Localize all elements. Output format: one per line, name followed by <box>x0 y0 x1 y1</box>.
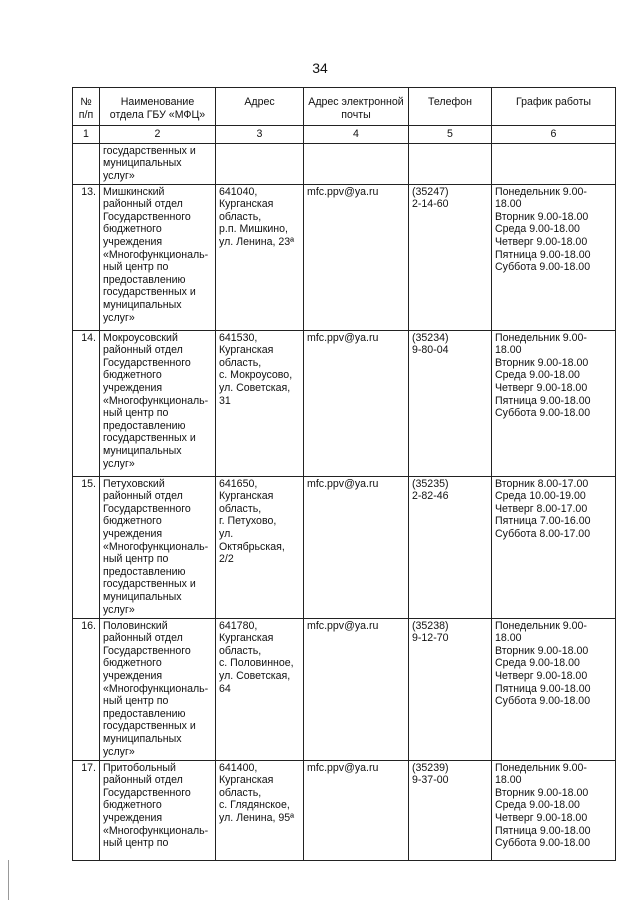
phone-cell <box>409 760 492 860</box>
cell-line: учреждения <box>103 811 163 824</box>
cell-line: с. Половинное, <box>219 657 294 670</box>
cell-line: ный центр по <box>103 261 169 274</box>
page-number: 34 <box>312 60 328 76</box>
cell-line: г. Петухово, <box>219 515 277 528</box>
cell-line: 641780, <box>219 619 258 632</box>
row-number-cell: 14. <box>73 330 100 476</box>
office-name-cell <box>100 330 216 476</box>
cell-line: Петуховский <box>103 477 165 490</box>
email-cell <box>304 143 409 184</box>
column-number: 3 <box>216 126 304 144</box>
cell-line: предоставлению <box>103 419 186 432</box>
cell-line: Среда 9.00-18.00 <box>495 799 580 812</box>
header-number: № п/п <box>73 88 100 126</box>
cell-line: предоставлению <box>103 565 186 578</box>
continuation-row <box>73 143 616 184</box>
office-name-cell <box>100 143 216 184</box>
cell-line: 2-14-60 <box>412 198 449 211</box>
cell-line: Пятница 9.00-18.00 <box>495 248 591 261</box>
cell-line: Государственного <box>103 786 191 799</box>
cell-line: районный отдел <box>103 632 183 645</box>
address-cell <box>216 760 304 860</box>
office-name-cell <box>100 476 216 618</box>
mfc-offices-table <box>72 87 616 861</box>
cell-line: Вторник 9.00-18.00 <box>495 356 589 369</box>
cell-line: услуг» <box>103 457 135 470</box>
column-number-row <box>73 126 616 144</box>
cell-line: 2-82-46 <box>412 490 449 503</box>
cell-line: Четверг 9.00-18.00 <box>495 235 588 248</box>
cell-line: бюджетного <box>103 515 162 528</box>
phone-cell <box>409 184 492 330</box>
cell-line: Четверг 9.00-18.00 <box>495 669 588 682</box>
email-cell: mfc.ppv@ya.ru <box>304 330 409 476</box>
cell-line: 641650, <box>219 477 258 490</box>
cell-line: (35238) <box>412 619 449 632</box>
cell-line: предоставлению <box>103 273 186 286</box>
cell-line: Притобольный <box>103 761 176 774</box>
cell-line: Курганская <box>219 632 274 645</box>
cell-line: Четверг 8.00-17.00 <box>495 502 588 515</box>
cell-line: бюджетного <box>103 799 162 812</box>
cell-line: (35235) <box>412 477 449 490</box>
table-row <box>73 760 616 860</box>
cell-line: ул. Ленина, 23ª <box>219 235 295 248</box>
cell-line: Пятница 9.00-18.00 <box>495 682 591 695</box>
schedule-cell <box>492 143 616 184</box>
phone-cell <box>409 618 492 760</box>
cell-line: Вторник 8.00-17.00 <box>495 477 589 490</box>
email-cell: mfc.ppv@ya.ru <box>304 184 409 330</box>
cell-line: область, <box>219 644 262 657</box>
cell-line: (35239) <box>412 761 449 774</box>
cell-line: услуг» <box>103 745 135 758</box>
cell-line: муниципальных <box>103 590 182 603</box>
cell-line: услуг» <box>103 311 135 324</box>
address-cell <box>216 143 304 184</box>
cell-line: учреждения <box>103 235 163 248</box>
column-number: 6 <box>492 126 616 144</box>
cell-line: область, <box>219 502 262 515</box>
table-header-row <box>73 88 616 126</box>
schedule-cell <box>492 476 616 618</box>
cell-line: 64 <box>219 682 231 695</box>
cell-line: муниципальных <box>103 732 182 745</box>
cell-line: Понедельник 9.00- <box>495 185 587 198</box>
phone-cell <box>409 143 492 184</box>
office-name-cell <box>100 618 216 760</box>
cell-line: 2/2 <box>219 553 234 566</box>
cell-line: р.п. Мишкино, <box>219 223 288 236</box>
cell-line: 18.00 <box>495 774 522 787</box>
cell-line: с. Глядянское, <box>219 799 290 812</box>
address-cell <box>216 476 304 618</box>
cell-line: Вторник 9.00-18.00 <box>495 644 589 657</box>
cell-line: Мокроусовский <box>103 331 178 344</box>
schedule-cell <box>492 184 616 330</box>
cell-line: (35247) <box>412 185 449 198</box>
row-number-cell: 13. <box>73 184 100 330</box>
column-number: 1 <box>73 126 100 144</box>
cell-line: Пятница 9.00-18.00 <box>495 394 591 407</box>
cell-line: Государственного <box>103 210 191 223</box>
cell-line: учреждения <box>103 669 163 682</box>
schedule-cell <box>492 760 616 860</box>
cell-line: Среда 9.00-18.00 <box>495 657 580 670</box>
cell-line: Четверг 9.00-18.00 <box>495 811 588 824</box>
table-row <box>73 330 616 476</box>
column-number: 2 <box>100 126 216 144</box>
cell-line: 18.00 <box>495 344 522 357</box>
cell-line: Суббота 9.00-18.00 <box>495 695 591 708</box>
cell-line: Половинский <box>103 619 168 632</box>
cell-line: услуг» <box>103 169 135 182</box>
header-address: Адрес <box>216 88 304 126</box>
cell-line: ный центр по <box>103 695 169 708</box>
cell-line: районный отдел <box>103 774 183 787</box>
column-number: 5 <box>409 126 492 144</box>
cell-line: Вторник 9.00-18.00 <box>495 786 589 799</box>
cell-line: Суббота 9.00-18.00 <box>495 407 591 420</box>
cell-line: Мишкинский <box>103 185 165 198</box>
cell-line: бюджетного <box>103 369 162 382</box>
cell-line: Четверг 9.00-18.00 <box>495 381 588 394</box>
address-cell <box>216 618 304 760</box>
cell-line: Пятница 9.00-18.00 <box>495 824 591 837</box>
phone-cell <box>409 330 492 476</box>
cell-line: Пятница 7.00-16.00 <box>495 515 591 528</box>
cell-line: «Многофункциональ- <box>103 540 209 553</box>
address-cell <box>216 184 304 330</box>
cell-line: государственных и <box>103 144 196 157</box>
cell-line: ул. Советская, <box>219 669 291 682</box>
office-name-cell <box>100 760 216 860</box>
cell-line: государственных и <box>103 432 196 445</box>
cell-line: Вторник 9.00-18.00 <box>495 210 589 223</box>
cell-line: «Многофункциональ- <box>103 824 209 837</box>
cell-line: 9-12-70 <box>412 632 449 645</box>
cell-line: районный отдел <box>103 344 183 357</box>
cell-line: 18.00 <box>495 198 522 211</box>
email-cell: mfc.ppv@ya.ru <box>304 618 409 760</box>
cell-line: ул. Ленина, 95ª <box>219 811 295 824</box>
cell-line: государственных и <box>103 578 196 591</box>
cell-line: Среда 9.00-18.00 <box>495 223 580 236</box>
cell-line: Государственного <box>103 644 191 657</box>
table-row <box>73 476 616 618</box>
cell-line: 641040, <box>219 185 258 198</box>
phone-cell <box>409 476 492 618</box>
cell-line: муниципальных <box>103 157 182 170</box>
cell-line: 641400, <box>219 761 258 774</box>
cell-line: муниципальных <box>103 298 182 311</box>
row-number-cell: 15. <box>73 476 100 618</box>
cell-line: ул. Советская, <box>219 381 291 394</box>
cell-line: услуг» <box>103 603 135 616</box>
cell-line: учреждения <box>103 527 163 540</box>
cell-line: с. Мокроусово, <box>219 369 293 382</box>
cell-line: Среда 10.00-19.00 <box>495 490 586 503</box>
header-email: Адрес электронной почты <box>304 88 409 126</box>
cell-line: ный центр по <box>103 837 169 850</box>
cell-line: бюджетного <box>103 223 162 236</box>
cell-line: 31 <box>219 394 231 407</box>
cell-line: учреждения <box>103 381 163 394</box>
schedule-cell <box>492 330 616 476</box>
cell-line: «Многофункциональ- <box>103 682 209 695</box>
cell-line: Понедельник 9.00- <box>495 761 587 774</box>
cell-line: Курганская <box>219 774 274 787</box>
cell-line: Курганская <box>219 344 274 357</box>
cell-line: районный отдел <box>103 490 183 503</box>
cell-line: область, <box>219 356 262 369</box>
schedule-cell <box>492 618 616 760</box>
cell-line: ный центр по <box>103 407 169 420</box>
cell-line: 641530, <box>219 331 258 344</box>
cell-line: 9-37-00 <box>412 774 449 787</box>
row-number-cell: 16. <box>73 618 100 760</box>
row-number-cell: 17. <box>73 760 100 860</box>
email-cell: mfc.ppv@ya.ru <box>304 760 409 860</box>
table-row <box>73 184 616 330</box>
office-name-cell <box>100 184 216 330</box>
cell-line: государственных и <box>103 720 196 733</box>
column-number: 4 <box>304 126 409 144</box>
row-number-cell <box>73 143 100 184</box>
cell-line: бюджетного <box>103 657 162 670</box>
cell-line: ный центр по <box>103 553 169 566</box>
scan-margin-mark <box>8 860 9 900</box>
cell-line: (35234) <box>412 331 449 344</box>
cell-line: область, <box>219 210 262 223</box>
cell-line: муниципальных <box>103 444 182 457</box>
cell-line: Государственного <box>103 356 191 369</box>
address-cell <box>216 330 304 476</box>
header-phone: Телефон <box>409 88 492 126</box>
cell-line: Среда 9.00-18.00 <box>495 369 580 382</box>
cell-line: Государственного <box>103 502 191 515</box>
email-cell: mfc.ppv@ya.ru <box>304 476 409 618</box>
cell-line: Понедельник 9.00- <box>495 331 587 344</box>
header-office-name: Наименование отдела ГБУ «МФЦ» <box>100 88 216 126</box>
cell-line: государственных и <box>103 286 196 299</box>
table-row <box>73 618 616 760</box>
cell-line: 9-80-04 <box>412 344 449 357</box>
cell-line: предоставлению <box>103 707 186 720</box>
cell-line: Понедельник 9.00- <box>495 619 587 632</box>
cell-line: «Многофункциональ- <box>103 248 209 261</box>
cell-line: Суббота 8.00-17.00 <box>495 527 591 540</box>
cell-line: Суббота 9.00-18.00 <box>495 261 591 274</box>
cell-line: ул. Октябрьская, <box>219 527 285 553</box>
cell-line: «Многофункциональ- <box>103 394 209 407</box>
header-schedule: График работы <box>492 88 616 126</box>
cell-line: Курганская <box>219 490 274 503</box>
cell-line: районный отдел <box>103 198 183 211</box>
cell-line: Суббота 9.00-18.00 <box>495 837 591 850</box>
cell-line: область, <box>219 786 262 799</box>
cell-line: 18.00 <box>495 632 522 645</box>
cell-line: Курганская <box>219 198 274 211</box>
